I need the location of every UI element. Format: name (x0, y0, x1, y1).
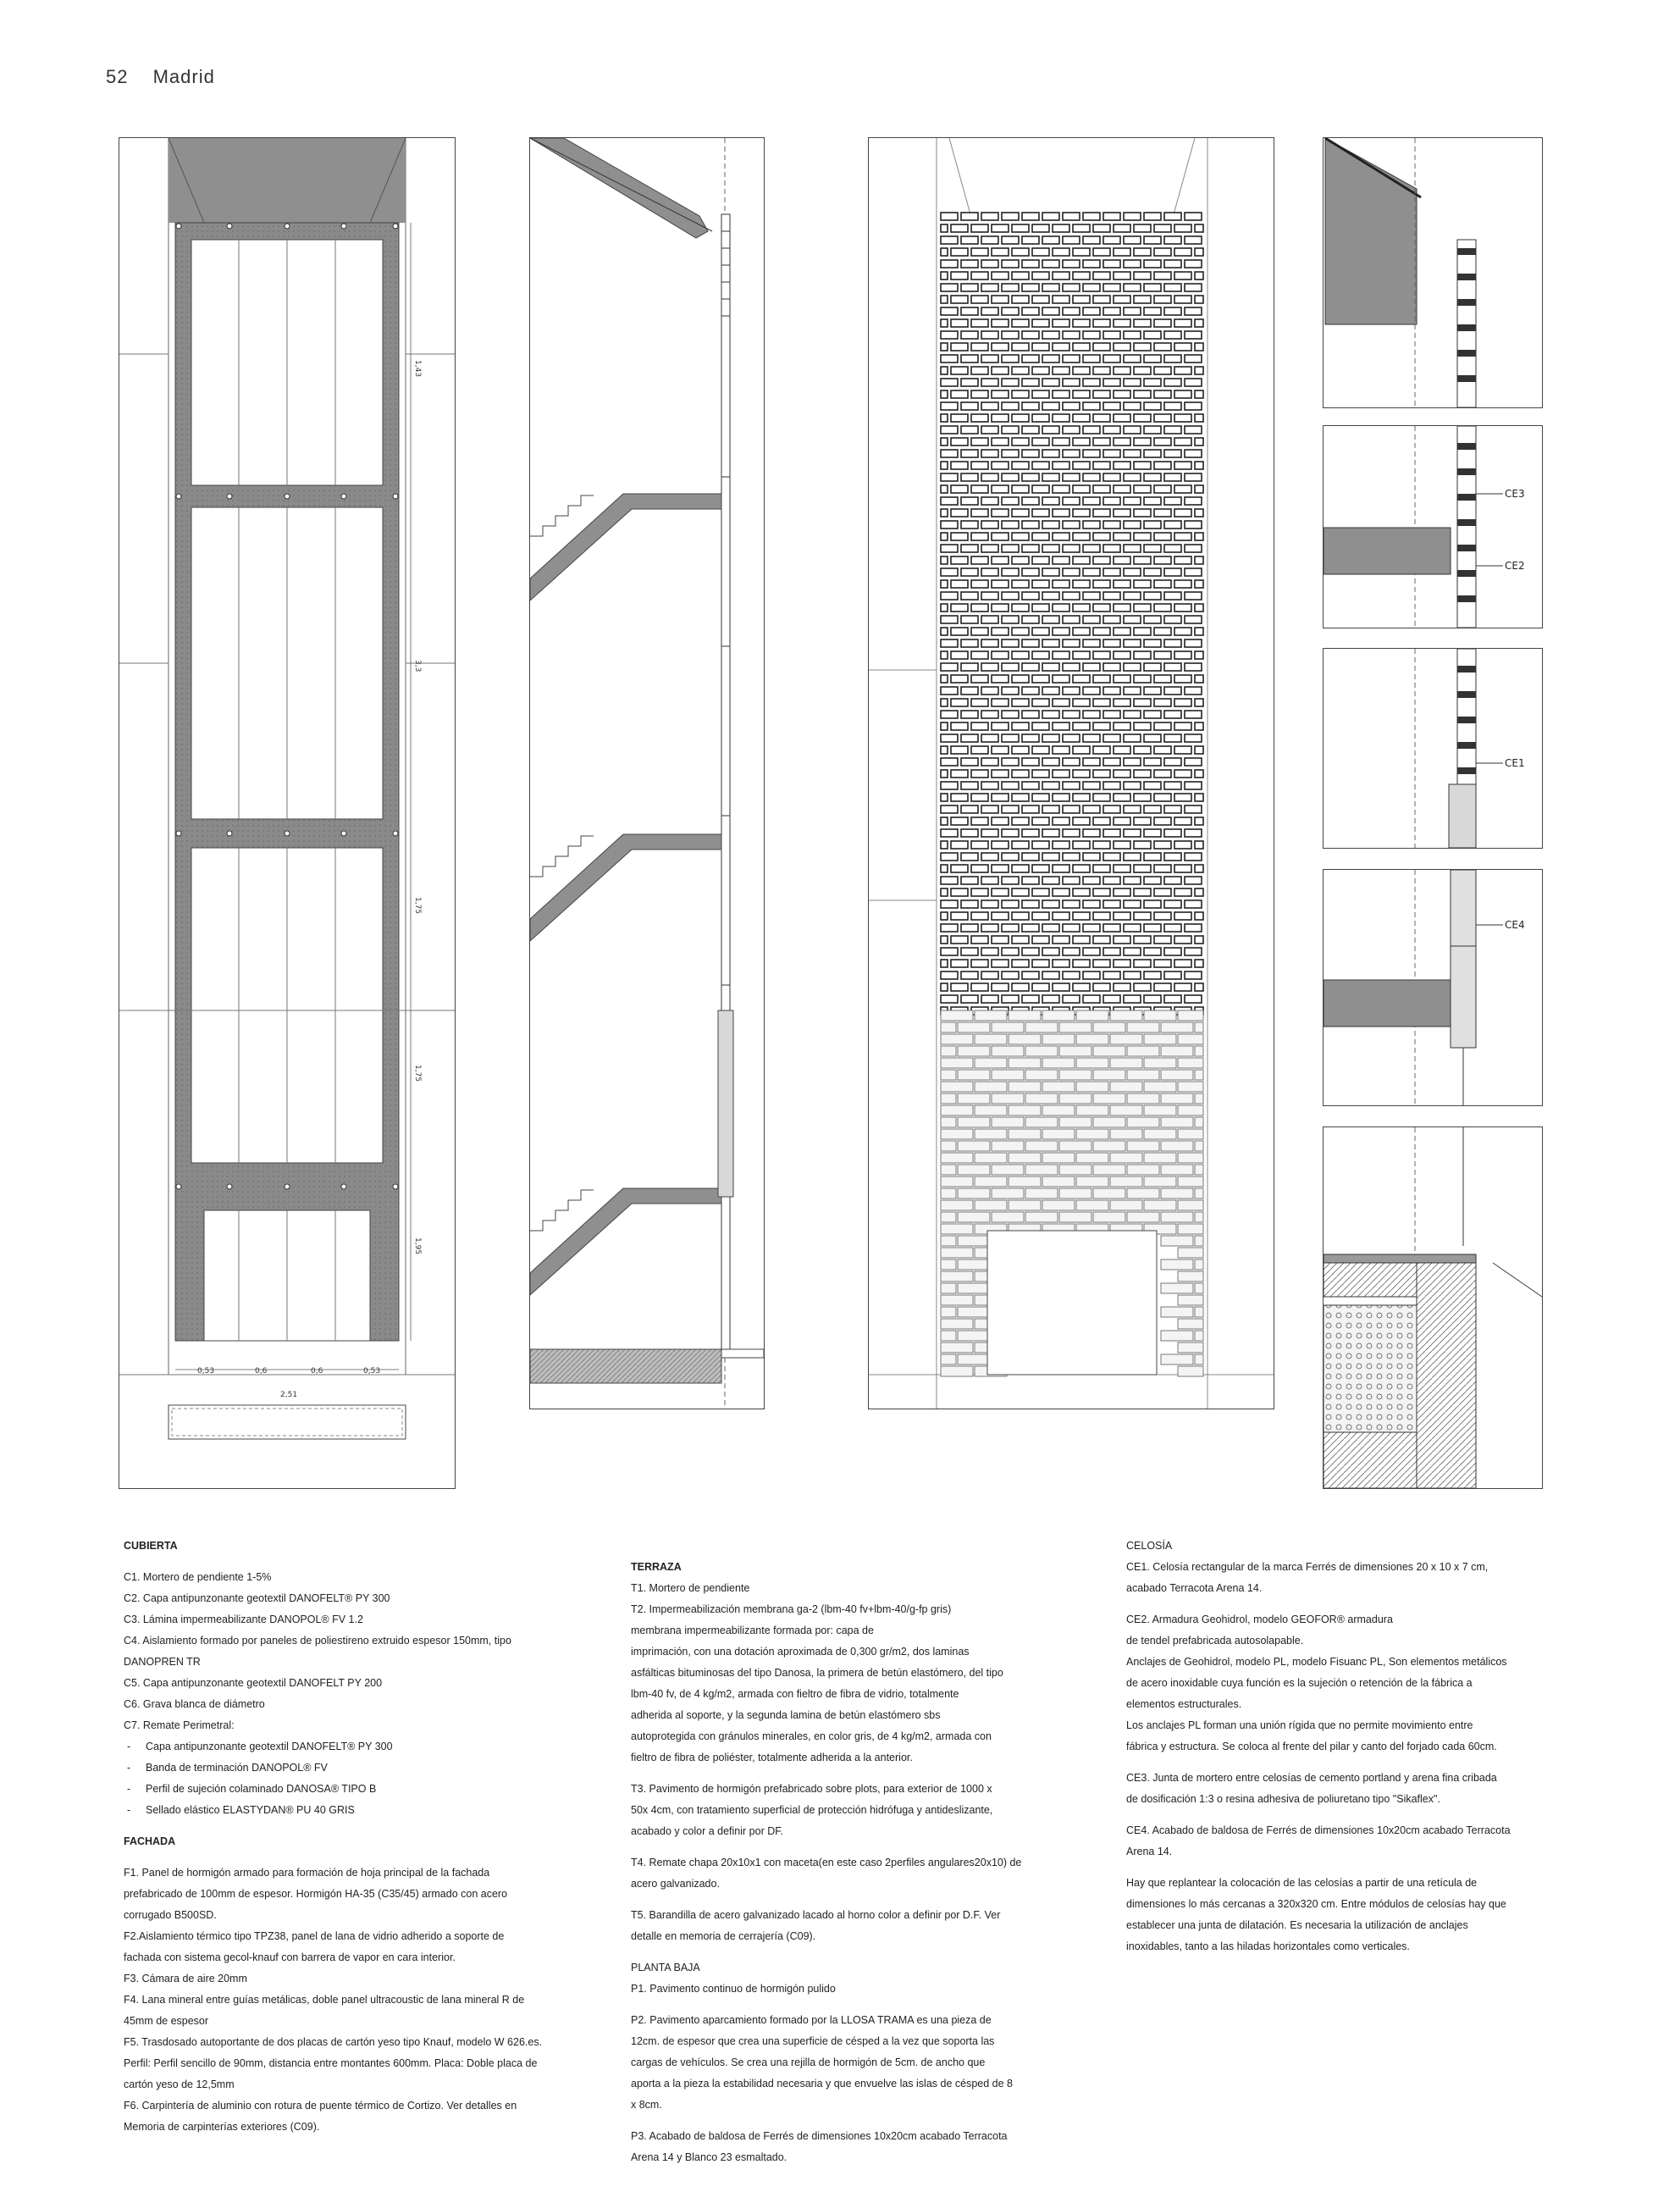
note-line: corrugado B500SD. (124, 1909, 217, 1921)
dim-w3: 0,6 (311, 1367, 323, 1376)
spacer (124, 1852, 564, 1863)
detail-roof-svg (1324, 138, 1542, 407)
dim-h3: 1,75 (413, 897, 422, 915)
spacer (124, 1557, 564, 1567)
note-line: 45mm de espesor (124, 2015, 209, 2027)
note-line: acabado y color a definir por DF. (631, 1825, 783, 1837)
note-line: fieltro de fibra de poliéster, totalmente adherida a la anterior. (631, 1752, 913, 1763)
note-line: Hay que replantear la colocación de las celosías a partir de una retícula de (1126, 1877, 1478, 1889)
spacer (631, 1895, 1088, 1905)
note-line: Arena 14. (1126, 1846, 1173, 1857)
elevation-frame-drawing (119, 137, 456, 1489)
note-line: F6. Carpintería de aluminio con rotura de puente térmico de Cortizo. Ver detalles en (124, 2100, 517, 2112)
label-ce1: CE1 (1505, 757, 1525, 769)
spacer (1126, 1599, 1583, 1609)
note-line: F4. Lana mineral entre guías metálicas, doble panel ultracoustic de lana mineral R de (124, 1994, 525, 2006)
note-line: T2. Impermeabilización membrana ga-2 (lbm-40 fv+lbm-40/g-fp gris) (631, 1603, 952, 1615)
detail-ce1-drawing (1323, 648, 1543, 849)
note-line: F5. Trasdosado autoportante de dos placas de cartón yeso tipo Knauf, modelo W 626.es. (124, 2036, 543, 2048)
section-heading: FACHADA (124, 1835, 176, 1847)
spacer (631, 1769, 1088, 1779)
elevation-frame-svg (119, 138, 455, 1488)
note-line: de dosificación 1:3 o resina adhesiva de poliuretano tipo "Sikaflex". (1126, 1793, 1440, 1805)
note-line: P1. Pavimento continuo de hormigón pulido (631, 1983, 836, 1995)
section-heading: TERRAZA (631, 1561, 682, 1573)
list-item: - Banda de terminación DANOPOL® FV (124, 1757, 564, 1779)
note-line: F2.Aislamiento térmico tipo TPZ38, panel de lana de vidrio adherido a soporte de (124, 1930, 505, 1942)
note-line: Perfil: Perfil sencillo de 90mm, distancia entre montantes 600mm. Placa: Doble placa de (124, 2057, 538, 2069)
label-ce4: CE4 (1505, 919, 1525, 931)
note-line: P3. Acabado de baldosa de Ferrés de dimensiones 10x20cm acabado Terracota (631, 2130, 1008, 2142)
dim-h1: 1,43 (413, 360, 422, 378)
note-line: C4. Aislamiento formado por paneles de poliestireno extruido espesor 150mm, tipo (124, 1635, 511, 1647)
note-line: establecer una junta de dilatación. Es necesaria la utilización de anclajes (1126, 1919, 1468, 1931)
note-line: CE2. Armadura Geohidrol, modelo GEOFOR® armadura (1126, 1614, 1393, 1625)
note-line: inoxidables, tanto a las hiladas horizontales como verticales. (1126, 1940, 1410, 1952)
note-line: dimensiones lo más cercanas a 320x320 cm. Entre módulos de celosías hay que (1126, 1898, 1506, 1910)
spacer (1126, 1757, 1583, 1768)
list-item: - Perfil de sujeción colaminado DANOSA® TIPO B (124, 1779, 564, 1800)
page-number: 52 (106, 66, 129, 87)
note-line: CELOSÍA (1126, 1540, 1173, 1552)
section-heading: CUBIERTA (124, 1540, 178, 1552)
note-line: T1. Mortero de pendiente (631, 1582, 750, 1594)
detail-ce3-ce2-drawing (1323, 425, 1543, 628)
note-line: membrana impermeabilizante formada por: capa de (631, 1625, 874, 1636)
note-line: P2. Pavimento aparcamiento formado por la LLOSA TRAMA es una pieza de (631, 2014, 992, 2026)
detail-roof-drawing (1323, 137, 1543, 408)
spacer (1126, 1810, 1583, 1820)
note-line: cargas de vehículos. Se crea una rejilla de hormigón de 5cm. de ancho que (631, 2056, 986, 2068)
detail-ce3-ce2-svg (1324, 426, 1542, 628)
note-line: F1. Panel de hormigón armado para formación de hoja principal de la fachada (124, 1867, 490, 1879)
detail-base-svg (1324, 1127, 1542, 1488)
spacer (631, 2116, 1088, 2126)
note-line: C1. Mortero de pendiente 1-5% (124, 1571, 272, 1583)
note-line: DANOPREN TR (124, 1656, 201, 1668)
spacer (1126, 1863, 1583, 1873)
note-line: 12cm. de espesor que crea una superficie de césped a la vez que soporta las (631, 2035, 995, 2047)
note-line: autoprotegida con gránulos minerales, en color gris, de 4 kg/m2, armada con (631, 1730, 992, 1742)
dim-total: 2,51 (280, 1391, 298, 1399)
note-line: aporta a la pieza la estabilidad necesaria y que envuelve las islas de césped de 8 (631, 2078, 1013, 2090)
spacer (631, 1947, 1088, 1957)
label-ce2: CE2 (1505, 560, 1525, 572)
dim-h4: 1,75 (413, 1065, 422, 1082)
note-line: T3. Pavimento de hormigón prefabricado sobre plots, para exterior de 1000 x (631, 1783, 992, 1795)
note-line: imprimación, con una dotación aproximada de 0,300 gr/m2, dos laminas (631, 1646, 970, 1658)
notes-column-left (124, 1536, 564, 2138)
note-line: cartón yeso de 12,5mm (124, 2079, 235, 2090)
note-line: PLANTA BAJA (631, 1962, 700, 1973)
section-stairs-drawing (529, 137, 765, 1409)
note-line: acero galvanizado. (631, 1878, 720, 1890)
detail-ce1-svg (1324, 649, 1542, 848)
note-line: T5. Barandilla de acero galvanizado lacado al horno color a definir por D.F. Ver (631, 1909, 1001, 1921)
list-item: - Capa antipunzonante geotextil DANOFELT® PY 300 (124, 1736, 564, 1757)
note-line: asfálticas bituminosas del tipo Danosa, la primera de betún elastómero, del tipo (631, 1667, 1003, 1679)
note-line: prefabricado de 100mm de espesor. Hormigón HA-35 (C35/45) armado con acero (124, 1888, 508, 1900)
lattice-elevation-drawing (868, 137, 1274, 1409)
note-line: C5. Capa antipunzonante geotextil DANOFELT PY 200 (124, 1677, 383, 1689)
notes-column-right (1126, 1536, 1583, 1957)
note-line: fachada con sistema gecol-knauf con barrera de vapor en cara interior. (124, 1951, 456, 1963)
section-stairs-svg (530, 138, 764, 1409)
note-line: Memoria de carpinterías exteriores (C09). (124, 2121, 320, 2133)
note-line: CE4. Acabado de baldosa de Ferrés de dimensiones 10x20cm acabado Terracota (1126, 1824, 1511, 1836)
note-line: C2. Capa antipunzonante geotextil DANOFELT® PY 300 (124, 1592, 390, 1604)
lattice-elevation-svg (869, 138, 1274, 1409)
note-line: C6. Grava blanca de diámetro (124, 1698, 265, 1710)
dim-h2: 3,3 (413, 660, 422, 673)
note-line: C3. Lámina impermeabilizante DANOPOL® FV 1.2 (124, 1614, 363, 1625)
dim-w4: 0,53 (363, 1367, 381, 1376)
note-line: F3. Cámara de aire 20mm (124, 1973, 247, 1984)
list-item: - Sellado elástico ELASTYDAN® PU 40 GRIS (124, 1800, 564, 1821)
detail-ce4-drawing (1323, 869, 1543, 1106)
note-line: Arena 14 y Blanco 23 esmaltado. (631, 2151, 788, 2163)
note-line: Los anclajes PL forman una unión rígida que no permite movimiento entre (1126, 1719, 1473, 1731)
note-line: acabado Terracota Arena 14. (1126, 1582, 1263, 1594)
note-line: elementos estructurales. (1126, 1698, 1242, 1710)
dim-h5: 1,95 (413, 1237, 422, 1255)
spacer (124, 1821, 564, 1831)
spacer (631, 2000, 1088, 2010)
detail-ce4-svg (1324, 870, 1542, 1105)
note-line: CE3. Junta de mortero entre celosías de cemento portland y arena fina cribada (1126, 1772, 1497, 1784)
note-line: x 8cm. (631, 2099, 662, 2111)
note-line: T4. Remate chapa 20x10x1 con maceta(en este caso 2perfiles angulares20x10) de (631, 1857, 1022, 1868)
notes-column-middle (631, 1557, 1088, 2168)
note-line: CE1. Celosía rectangular de la marca Ferrés de dimensiones 20 x 10 x 7 cm, (1126, 1561, 1489, 1573)
note-line: 50x 4cm, con tratamiento superficial de protección hidrófuga y antideslizante, (631, 1804, 993, 1816)
page-city: Madrid (152, 66, 215, 87)
note-line: Anclajes de Geohidrol, modelo PL, modelo Fisuanc PL, Son elementos metálicos (1126, 1656, 1507, 1668)
detail-base-drawing (1323, 1126, 1543, 1489)
spacer (631, 1842, 1088, 1852)
note-line: de tendel prefabricada autosolapable. (1126, 1635, 1304, 1647)
note-line: detalle en memoria de cerrajería (C09). (631, 1930, 816, 1942)
note-line: fábrica y estructura. Se coloca al frente del pilar y canto del forjado cada 60cm. (1126, 1741, 1497, 1752)
dim-w2: 0,6 (255, 1367, 268, 1376)
note-line: lbm-40 fv, de 4 kg/m2, armada con fieltro de fibra de vidrio, totalmente (631, 1688, 959, 1700)
note-line: C7. Remate Perimetral: (124, 1719, 235, 1731)
dim-w1: 0,53 (197, 1367, 215, 1376)
label-ce3: CE3 (1505, 488, 1525, 500)
page-header (106, 66, 215, 88)
note-line: de acero inoxidable cuya función es la sujeción o retención de la fábrica a (1126, 1677, 1473, 1689)
note-line: adherida al soporte, y la segunda lamina de betún elastómero sbs (631, 1709, 941, 1721)
